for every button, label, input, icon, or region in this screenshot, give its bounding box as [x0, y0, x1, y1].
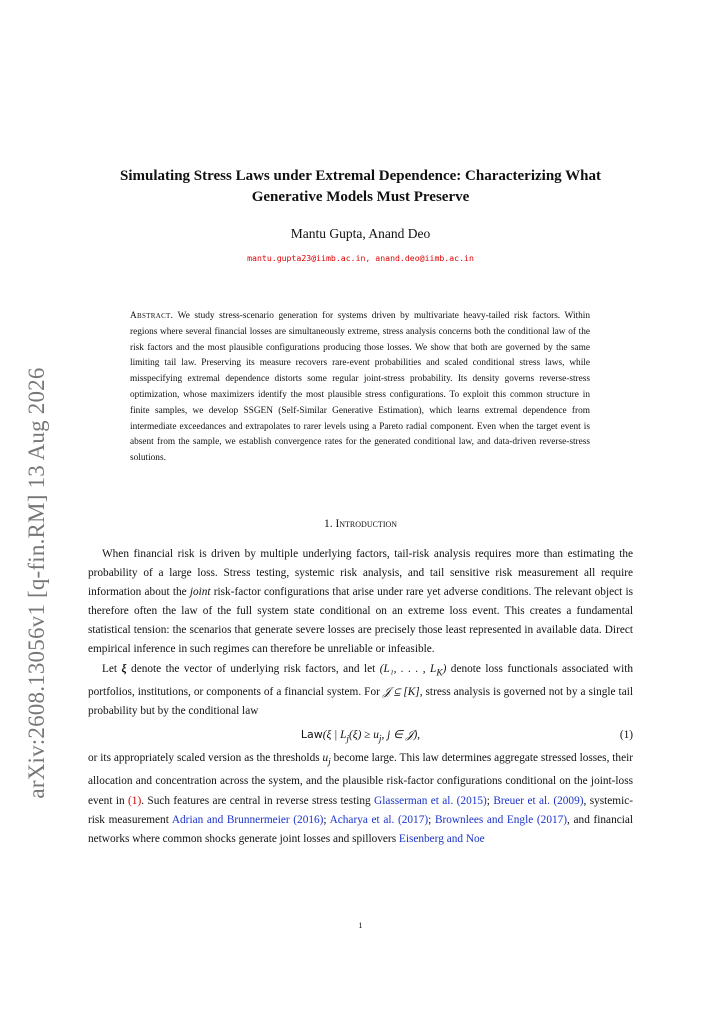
arxiv-sidebar — [16, 348, 58, 818]
loss-functionals: (L₁, . . . , $L_K$) — [379, 662, 447, 678]
equation-reference-link[interactable]: (1) — [128, 794, 142, 807]
author-list: Mantu Gupta, Anand Deo — [290, 226, 431, 241]
paper-title — [88, 166, 633, 208]
section-heading — [88, 518, 633, 530]
title-line-2: Generative Models Must Preserve — [251, 189, 470, 205]
title-line-1: Simulating Stress Laws under Extremal Dependence: Characterizing What — [120, 168, 601, 184]
abstract-text: We study stress-scenario generation for systems driven by multivariate heavy-tailed risk factors. Within regions where several financial losses are simultaneously extreme, stress analysis concerns both the conditional law of the risk factors and the most plausible configurations producing those losses. We show that both are governed by the same limiting tail law. Preserving its measure recovers rare-event probabilities and scaled conditional stress laws, while misspecifying extremal dependence distorts some regular joint-stress probability. Its density governs reverse-stress optimization, whose maximizers identify the most plausible stress configurations. To exploit this common structure in finite samples, we develop SSGEN (Self-Similar Generative Estimation), which learns extremal dependence from intermediate exceedances and extrapolates to rarer levels using a Pareto radial component. Even when the target event is absent from the sample, we establish convergence rates for the generated conditional law, and data-driven reverse-stress solutions. — [130, 311, 590, 464]
abstract-label: Abstract. — [130, 311, 174, 321]
section-title: Introduction — [335, 518, 398, 530]
abstract — [130, 309, 590, 467]
eq-law: Law — [300, 728, 323, 742]
index-set: 𝒥 ⊆ [K] — [382, 685, 420, 698]
citation-breuer[interactable]: Breuer et al. (2009) — [493, 794, 584, 807]
citation-eisenberg[interactable]: Eisenberg and Noe — [398, 832, 485, 845]
author-emails[interactable]: mantu.gupta23@iimb.ac.in, anand.deo@iimb.ac.in — [247, 253, 474, 263]
equation-number: (1) — [619, 729, 633, 742]
citation-adrian[interactable]: Adrian and Brunnermeier (2016) — [171, 813, 324, 826]
citation-brownlees[interactable]: Brownlees and Engle (2017) — [434, 813, 568, 826]
page-number: 1 — [358, 920, 363, 930]
xi-symbol: ξ — [121, 662, 127, 675]
citation-acharya[interactable]: Acharya et al. (2017) — [329, 813, 429, 826]
arxiv-identifier: arXiv:2608.13056v1 [q-fin.RM] 13 Aug 2026 — [24, 367, 49, 799]
paragraph-3: or its appropriately scaled version as the thresholds $u_j$ become large. This law determines aggregate stressed losses, their allocation and concentration across the system, and the plausible risk-factor configurations conditional on the joint-loss event in (1). Such features are central in reverse stress testing Glasserman et al. (2015); Breuer et al. (2009), systemic-risk measurement Adrian and Brunnermeier (2016); Acharya et al. (2017); Brownlees and Engle (2017), and financial networks where common shocks generate joint losses and spillovers Eisenberg and Noe — [88, 752, 634, 845]
paper-page — [88, 0, 633, 1019]
emphasis-joint: joint — [189, 586, 211, 599]
body-text — [88, 545, 633, 849]
equation-1: Law(ξ | $L_j(\xi) \ge u_j$, j ∈ 𝒥), (1) — [88, 721, 633, 749]
paragraph-2: Let ξ denote the vector of underlying risk factors, and let (L₁, . . . , $L_K$) denote loss functionals associated with portfolios, institutions, or components of a financial system. For 𝒥 ⊆ [K], stress analysis is governed not by a single tail probability but by the conditional law — [88, 662, 633, 717]
citation-glasserman[interactable]: Glasserman et al. (2015) — [374, 794, 487, 807]
section-number: 1. — [323, 518, 333, 530]
paragraph-1: When financial risk is driven by multiple underlying factors, tail-risk analysis requires more than estimating the probability of a large loss. Stress testing, systemic risk analysis, and tail sensitive risk measurement all require information about the joint risk-factor configurations that arise under rare yet adverse conditions. The relevant object is therefore often the law of the full system state conditional on an extreme loss event. This creates a fundamental statistical tension: the scenarios that generate severe losses are precisely those least represented in available data. Direct empirical inference in such regimes can therefore be unreliable or infeasible. — [88, 548, 633, 656]
